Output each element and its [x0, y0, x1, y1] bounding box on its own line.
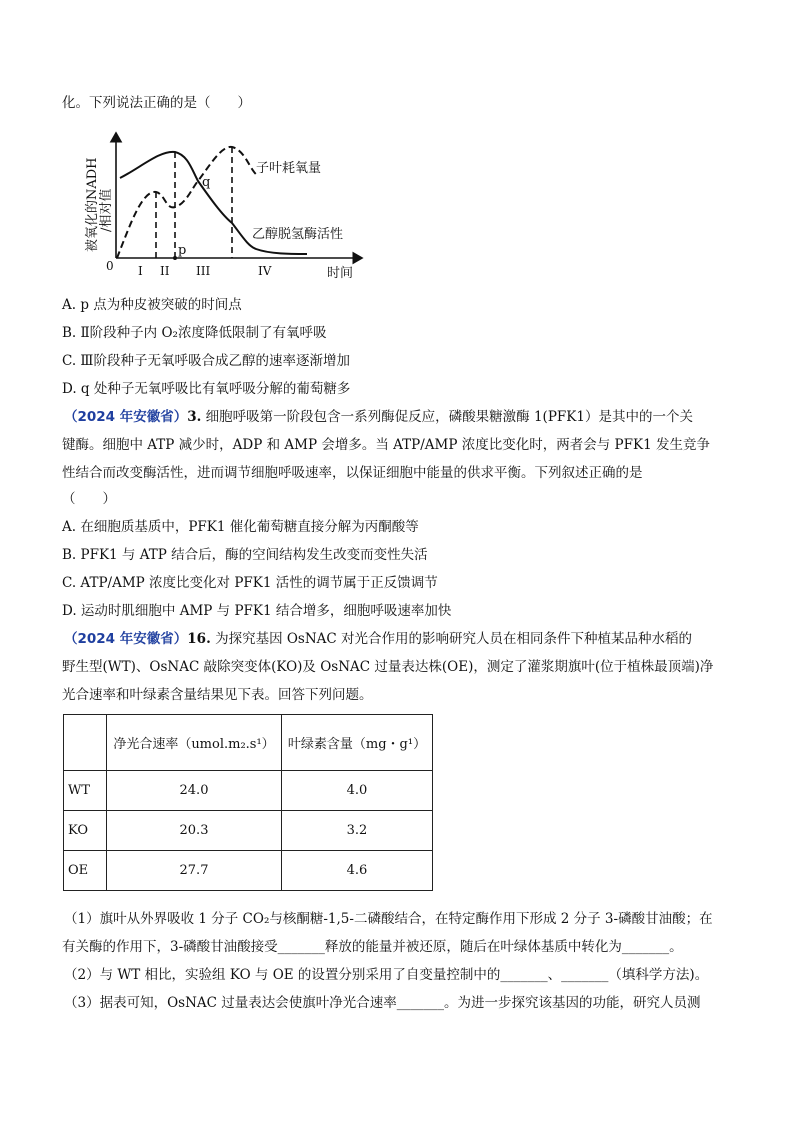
table-cell: 4.0	[282, 771, 433, 811]
q16-text: 为探究基因 OsNAC 对光合作用的影响研究人员在相同条件下种植某品种水稻的	[210, 631, 693, 647]
data-table	[63, 714, 433, 891]
table-cell: KO	[64, 811, 107, 851]
oxygen-curve-label: 子叶耗氧量	[256, 161, 322, 176]
table-cell: 4.6	[282, 851, 433, 891]
point-p-marker	[173, 256, 177, 260]
y-axis-label: 被氧化的NADH	[85, 157, 100, 252]
table-cell: 27.7	[107, 851, 282, 891]
q16-line-2: 野生型(WT)、OsNAC 敲除突变体(KO)及 OsNAC 过量表达株(OE)，测定了灌浆期旗叶(位于植株最顶端)净	[62, 659, 714, 675]
q3-answer-bracket: （ ）	[62, 491, 116, 507]
option-b: B. Ⅱ阶段种子内 O₂浓度降低限制了有氧呼吸	[62, 325, 327, 341]
option-c: C. Ⅲ阶段种子无氧呼吸合成乙醇的速率逐渐增加	[62, 353, 350, 369]
q3-line-2: 键酶。细胞中 ATP 减少时，ADP 和 AMP 会增多。当 ATP/AMP 浓度比变化时，两者会与 PFK1 发生竞争	[62, 437, 710, 453]
subquestion-1-line-2: 有关酶的作用下，3-磷酸甘油酸接受_______释放的能量并被还原，随后在叶绿体基质中转化为_______。	[62, 939, 683, 955]
point-p-label: p	[178, 243, 187, 258]
table-header-cell: 叶绿素含量（mg・g¹）	[282, 715, 433, 771]
q3-option-c: C. ATP/AMP 浓度比变化对 PFK1 活性的调节属于正反馈调节	[62, 575, 438, 591]
stage-label: III	[196, 264, 211, 278]
table-header-row	[64, 715, 433, 771]
q3-option-d: D. 运动时肌细胞中 AMP 与 PFK1 结合增多，细胞呼吸速率加快	[62, 603, 452, 619]
table-cell: OE	[64, 851, 107, 891]
origin-label: 0	[106, 259, 114, 273]
option-a: A. p 点为种皮被突破的时间点	[62, 297, 242, 313]
table-header-cell: 净光合速率（umol.m₂.s¹）	[107, 715, 282, 771]
x-axis-label: 时间	[327, 266, 354, 281]
subquestion-1-line-1: （1）旗叶从外界吸收 1 分子 CO₂与核酮糖-1,5-二磷酸结合，在特定酶作用下形成 2 分子 3-磷酸甘油酸；在	[64, 911, 713, 927]
q16-source: （2024 年安徽省）	[64, 631, 188, 647]
q3-line-1	[64, 408, 693, 426]
adh-curve-label: 乙醇脱氢酶活性	[252, 227, 344, 242]
table-row	[64, 851, 433, 891]
table-cell: 20.3	[107, 811, 282, 851]
table-cell: 3.2	[282, 811, 433, 851]
q3-source: （2024 年安徽省）	[64, 409, 188, 425]
point-q-label: q	[202, 175, 211, 190]
q16-line-1	[64, 630, 692, 648]
q3-option-a: A. 在细胞质基质中，PFK1 催化葡萄糖直接分解为丙酮酸等	[62, 519, 419, 535]
y-axis-label-unit: /相对值	[99, 188, 114, 232]
q16-line-3: 光合速率和叶绿素含量结果见下表。回答下列问题。	[62, 687, 373, 703]
q3-number: 3.	[187, 409, 202, 425]
q3-line-3: 性结合而改变酶活性，进而调节细胞呼吸速率，以保证细胞中能量的供求平衡。下列叙述正确的是	[62, 465, 643, 481]
q3-text: 细胞呼吸第一阶段包含一系列酶促反应，磷酸果糖激酶 1(PFK1）是其中的一个关	[201, 409, 693, 425]
subquestion-3: （3）据表可知，OsNAC 过量表达会使旗叶净光合速率_______。为进一步探究该基因的功能，研究人员测	[64, 995, 701, 1011]
question-stem-tail: 化。下列说法正确的是（ ）	[62, 95, 251, 111]
option-d: D. q 处种子无氧呼吸比有氧呼吸分解的葡萄糖多	[62, 381, 351, 397]
stage-label: IV	[258, 264, 272, 278]
stage-label: I	[138, 264, 143, 278]
table-cell: WT	[64, 771, 107, 811]
subquestion-2: （2）与 WT 相比，实验组 KO 与 OE 的设置分别采用了自变量控制中的_______、_______（填科学方法)。	[64, 967, 709, 983]
oxygen-consumption-curve	[117, 147, 257, 258]
table-row	[64, 771, 433, 811]
table-row	[64, 811, 433, 851]
q3-option-b: B. PFK1 与 ATP 结合后，酶的空间结构发生改变而变性失活	[62, 547, 428, 563]
q16-number: 16.	[187, 631, 211, 647]
table-header-cell	[64, 715, 107, 771]
stage-label: II	[160, 264, 170, 278]
table-cell: 24.0	[107, 771, 282, 811]
nadh-oxygen-figure	[0, 0, 794, 300]
